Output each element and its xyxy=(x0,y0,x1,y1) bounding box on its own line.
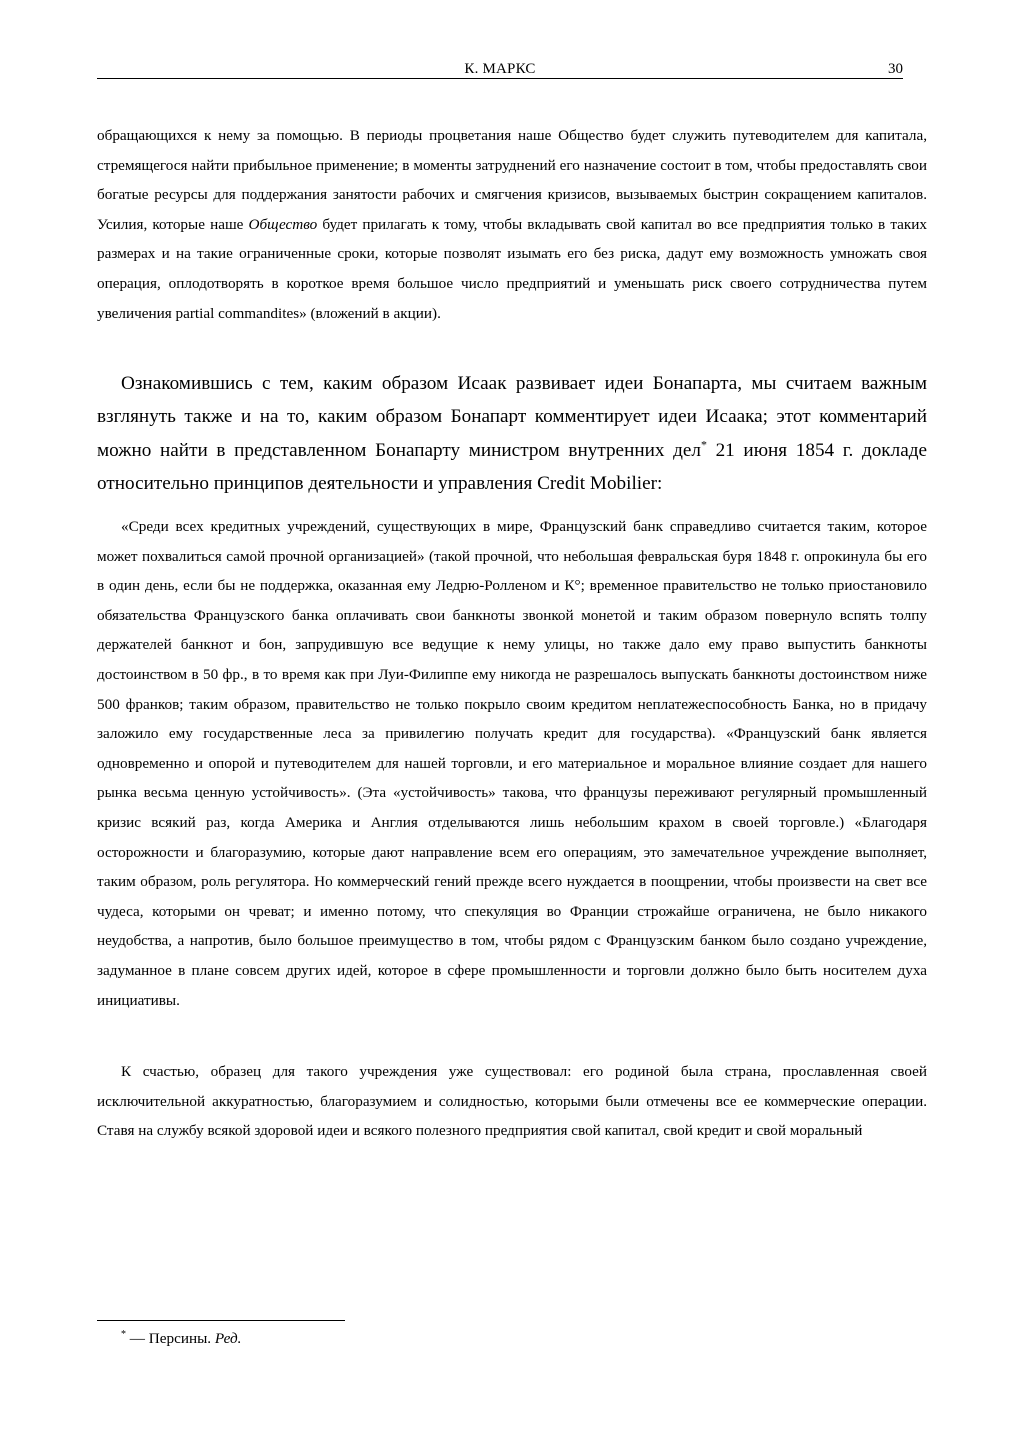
paragraph-text: будет прилагать к тому, чтобы вкладывать свой капитал во все предприятия только в таких размерах и на такие ограниченные сроки, которые позволят изымать его без риска, дадут ему возможность умножать своя операция, оплодотворять в короткое время большое число предприятий и уменьшать риск своего сотрудничества путем увеличения partial commandites» (вложений в акции). xyxy=(97,215,927,322)
paragraph-text: обращающихся к нему за помощью. В периоды процветания наше Общество будет служить путеводителем для капитала, стремящегося найти прибыльное применение; в моменты затруднений его назначение состоит в том, чтобы предоставлять свои богатые ресурсы для поддержания занятости рабочих и смягчения кризисов, вызываемых быстрин сокращением капиталов. Усилия, которые наше xyxy=(97,127,927,233)
footnote-editor-note: Ред. xyxy=(214,1330,242,1347)
page-number: 30 xyxy=(888,61,903,77)
paragraph-quote-continued: К счастью, образец для такого учреждения уже существовал: его родиной была страна, прославленная своей исключительной аккуратностью, благоразумием и солидностью, которыми были отмечены все ее коммерческие операции. Ставя на службу всякой здоровой идеи и всякого полезного предприятия свой капитал, свой кредит и свой моральный xyxy=(97,1063,927,1140)
footnote xyxy=(121,1328,241,1350)
paragraph-text: 21 июня 1854 г. докладе относительно принципов деятельности и управления Credit Mobilier: xyxy=(97,439,927,495)
footnote-mark: * xyxy=(121,1328,126,1340)
paragraph-continued-quote xyxy=(97,121,927,328)
footnote-text: — Персины. xyxy=(126,1330,215,1347)
footnote-marker[interactable]: * xyxy=(700,437,707,452)
italic-term: Общество xyxy=(248,215,318,233)
paragraph-quote: «Среди всех кредитных учреждений, существующих в мире, Французский банк справедливо считается таким, которое может похвалиться самой прочной организацией» (такой прочной, что небольшая февральская буря 1848 г. опрокинула бы его в один день, если бы не поддержка, оказанная ему Ледрю-Ролленом и К°; временное правительство не только приостановило обязательства Французского банка оплачивать свои банкноты звонкой монетой и таким образом повернуло вспять толпу держателей банкнот и бон, запрудившую все ведущие к нему улицы, но также дало ему право выпустить банкноты достоинством в 50 фр., в то время как при Луи-Филиппе ему никогда не разрешалось выпускать банкноты достоинством ниже 500 франков; таким образом, правительство не только покрыло своим кредитом неплатежеспособность Банка, но в придачу заложило ему государственные леса за привилегию получать кредит для государства). «Французский банк является одновременно и опорой и путеводителем для нашей торговли, и его материальное и моральное влияние создает для нашего рынка весьма ценную устойчивость». (Эта «устойчивость» такова, что французы переживают регулярный промышленный кризис всякий раз, когда Америка и Англия отделываются лишь небольшим крахом в своей торговле.) «Благодаря осторожности и благоразумию, которые дают направление всем его операциям, это замечательное учреждение выполняет, таким образом, роль регулятора. Но коммерческий гений прежде всего нуждается в поощрении, чтобы произвести на свет все чудеса, которыми он чреват; и именно потому, что спекуляция во Франции строжайше ограничена, не было никакого неудобства, а напротив, было большое преимущество в том, чтобы рядом с Французским банком было создано учреждение, задуманное в плане совсем других идей, которое в сфере промышленности и торговли должно было быть носителем духа инициативы. xyxy=(97,518,927,1009)
footnote-divider xyxy=(97,1320,345,1321)
header-author: К. МАРКС xyxy=(464,61,536,77)
running-header xyxy=(97,60,903,79)
paragraph-main xyxy=(97,367,927,501)
paragraph-text: Ознакомившись с тем, каким образом Исаак развивает идеи Бонапарта, мы считаем важным взглянуть также и на то, каким образом Бонапарт комментирует идеи Исаака; этот комментарий можно найти в представленном Бонапарту министром внутренних дел xyxy=(97,373,927,461)
